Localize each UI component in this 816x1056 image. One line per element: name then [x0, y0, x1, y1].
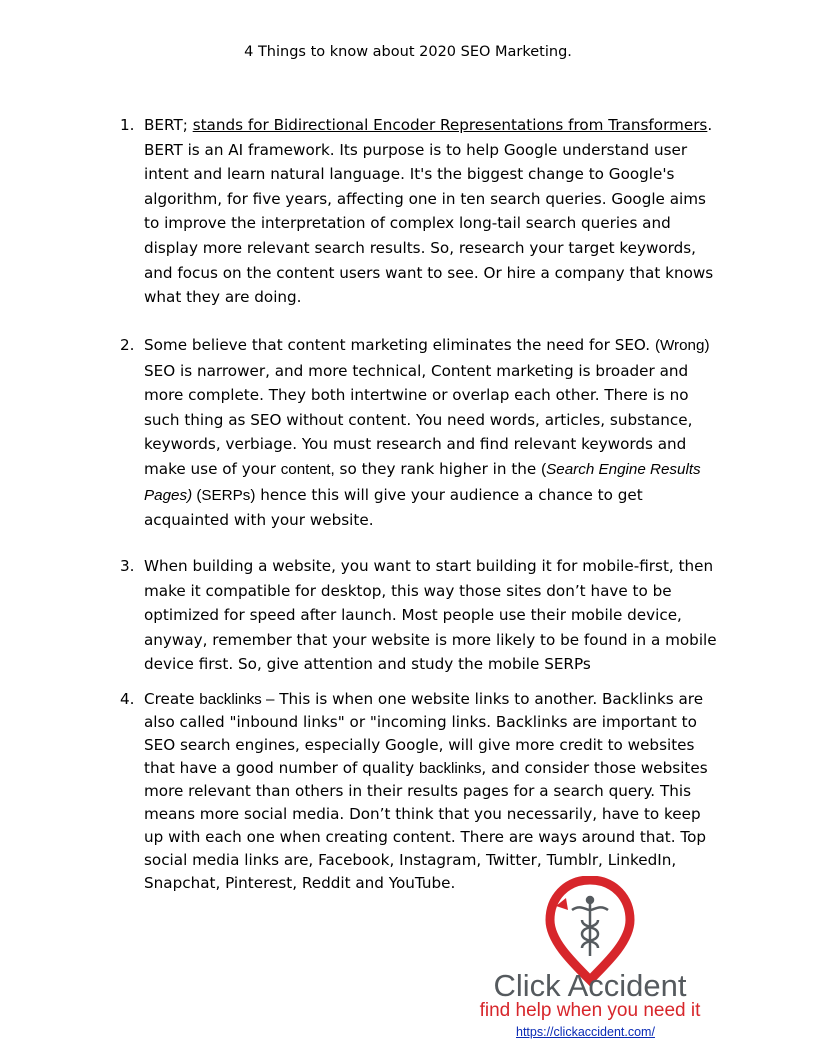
content-word: content, [280, 460, 335, 478]
list-item-1 [120, 113, 720, 310]
item-number: 4. [120, 690, 135, 708]
item-text-b: SEO is narrower, and more technical, Content marketing is broader and more complete. They both intertwine or overlap each other. There is no such thing as SEO without content. You need words, articles, substance, keywords, verbiage. You must research and find relevant keywords and make use of your [144, 361, 693, 478]
item-text: When building a website, you want to start building it for mobile-first, then make it compatible for desktop, this way those sites don’t have to be optimized for speed after launch. Most people use their mobile device, anyway, remember that your website is more likely to be found in a mobile device first. So, give attention and study the mobile SERPs [144, 557, 717, 674]
bert-lead: BERT; [144, 116, 188, 134]
wrong-label: (Wrong) [654, 337, 710, 354]
list-item-3 [120, 554, 720, 677]
brand-tagline: find help when you need it [479, 1000, 701, 1021]
item-text-d: hence this will give your audience a chance to get acquainted with your website. [144, 485, 643, 530]
bert-definition-link[interactable]: stands for Bidirectional Encoder Representations from Transformers [192, 116, 708, 134]
list-item-2 [120, 333, 720, 533]
backlinks-term-2: backlinks [418, 760, 482, 777]
brand-name: Click Accident [493, 968, 687, 1003]
item-text-a: Some believe that content marketing eliminates the need for SEO. [144, 336, 655, 354]
item-text: . BERT is an AI framework. Its purpose is to help Google understand user intent and learn natural language. It's the biggest change to Google's algorithm, for five years, affecting one in ten search queries. Google aims to improve the interpretation of complex long-tail search queries and display more relevant search results. So, research your target keywords, and focus on the content users want to see. Or hire a company that knows what they are doing. [144, 116, 714, 307]
item-number: 2. [120, 336, 135, 354]
list-item-4 [120, 688, 720, 895]
item-text-b: This is when one website links to another. Backlinks are also called "inbound links" or "incoming links. Backlinks are important to SEO search engines, especially Google, will give more credit to websites that have a good number of quality [144, 690, 704, 777]
serp-abbr: (SERPs) [192, 486, 256, 504]
item-number: 3. [120, 557, 135, 575]
click-accident-logo [470, 876, 710, 1022]
serp-full-name: Search Engine Results Pages) [144, 460, 701, 504]
item-text-c: so they rank higher in the [334, 459, 542, 478]
website-link[interactable]: https://clickaccident.com/ [516, 1025, 655, 1039]
caduceus-icon [572, 897, 608, 956]
serp-open: ( [541, 460, 547, 478]
backlinks-term: backlinks – [199, 691, 275, 708]
document-title: 4 Things to know about 2020 SEO Marketing. [244, 44, 572, 60]
item-number: 1. [120, 116, 135, 134]
item-text-c: , and consider those websites more relevant than others in their results pages for a search query. This means more social media. Don’t think that you necessarily, have to keep up with each one when creating content. There are ways around that. Top social media links are, Facebook, Instagram, Twitter, Tumblr, LinkedIn, Snapchat, Pinterest, Reddit and YouTube. [144, 759, 708, 892]
item-text-a: Create [144, 690, 200, 708]
